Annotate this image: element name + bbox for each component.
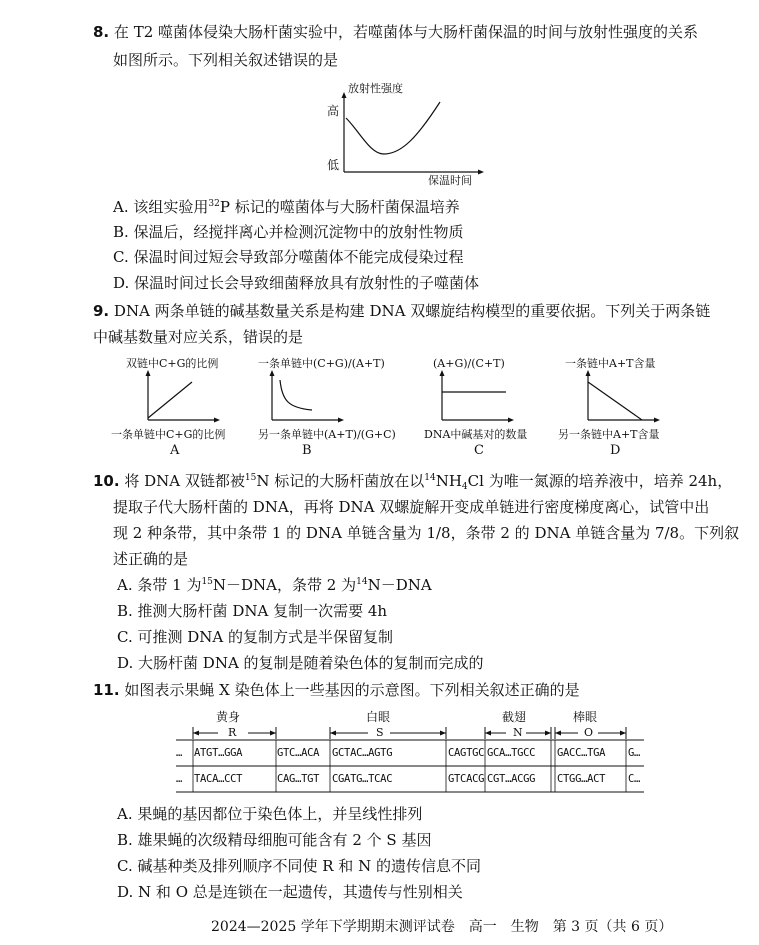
gene-name-s: 白眼 (366, 710, 391, 724)
q9-d-line (588, 382, 642, 420)
q11-option-d: D. N 和 O 总是连锁在一起遗传，其遗传与性别相关 (117, 883, 463, 901)
seq-bottom-5: CGT…ACGG (487, 773, 536, 785)
r-arrowhead-right (270, 731, 276, 736)
q9-graph-c-xlabel: DNA中碱基对的数量 (424, 428, 528, 441)
gene-span-arrows (176, 726, 646, 740)
q9-graph-b-letter: B (302, 443, 312, 458)
q8-x-arrow (478, 170, 484, 175)
gene-letter-o: O (584, 726, 594, 739)
gene-letter-r: R (228, 726, 237, 739)
seq-top-5: GCA…TGCC (487, 747, 536, 759)
gene-name-n: 截翅 (502, 710, 527, 724)
seq-bottom-4: GTCACG (448, 773, 485, 785)
q11-option-b: B. 雄果蝇的次级精母细胞可能含有 2 个 S 基因 (117, 831, 432, 849)
q8-graph-xlabel: 保温时间 (428, 174, 472, 187)
gene-name-r: 黄身 (216, 710, 241, 724)
q9-graph-d-ylabel: 一条链中A+T含量 (565, 357, 656, 370)
s-arrowhead-right (440, 731, 446, 736)
q9-graph-a-ylabel: 双链中C+G的比例 (126, 357, 219, 370)
s-arrowhead-left (330, 731, 336, 736)
q9-d-y-arrow (586, 370, 591, 376)
q9-c-x-arrow (508, 418, 514, 423)
q9-graph-d-xlabel: 另一条链中A+T含量 (558, 428, 660, 441)
q9-graph-d-letter: D (610, 443, 621, 458)
r-arrowhead-left (193, 731, 199, 736)
q11-option-c: C. 碱基种类及排列顺序不同使 R 和 N 的遗传信息不同 (117, 857, 481, 875)
seq-bottom-3: CGATG…TCAC (332, 773, 393, 785)
q11-stem: 11. 如图表示果蝇 X 染色体上一些基因的示意图。下列相关叙述正确的是 (93, 681, 580, 699)
q9-c-y-arrow (440, 370, 445, 376)
q10-stem-line4: 述正确的是 (113, 550, 189, 568)
q9-graph-a-xlabel: 一条单链中C+G的比例 (111, 428, 226, 441)
q10-stem-line2: 提取子代大肠杆菌的 DNA，再将 DNA 双螺旋解开变成单链进行密度梯度离心，试管中出 (113, 498, 710, 516)
q9-graph-a (144, 370, 224, 426)
q9-a-line (148, 382, 192, 418)
q8-number: 8. (93, 23, 110, 41)
q8-stem-text1: 在 T2 噬菌体侵染大肠杆菌实验中，若噬菌体与大肠杆菌保温的时间与放射性强度的关系 (113, 23, 699, 41)
q9-a-y-arrow (146, 370, 151, 376)
seq-bottom-1: TACA…CCT (194, 773, 243, 785)
seq-bottom-0: … (176, 773, 183, 785)
seq-bottom-7: C… (628, 773, 641, 785)
q9-b-y-arrow (270, 370, 275, 376)
seq-top-6: GACC…TGA (557, 747, 606, 759)
q10-option-d: D. 大肠杆菌 DNA 的复制是随着染色体的复制而完成的 (117, 654, 484, 672)
q10-option-a: A. 条带 1 为$^{15}$N－DNA，条带 2 为$^{14}$N－DNA (117, 576, 432, 594)
gene-name-o: 棒眼 (573, 710, 598, 724)
seq-bottom-2: CAG…TGT (277, 773, 320, 785)
q11-number: 11. (93, 681, 120, 699)
seq-top-4: CAGTGC (448, 747, 485, 759)
q9-stem-text1: DNA 两条单链的碱基数量关系是构建 DNA 双螺旋结构模型的重要依据。下列关于两条链 (113, 302, 711, 320)
q9-graph-c (438, 370, 518, 426)
q9-graph-c-letter: C (474, 443, 484, 458)
q8-graph (340, 92, 490, 178)
seq-top-3: GCTAC…AGTG (332, 747, 393, 759)
seq-top-2: GTC…ACA (277, 747, 320, 759)
q9-graph-c-ylabel: (A+G)/(C+T) (433, 357, 505, 370)
q9-b-curve (280, 380, 312, 410)
q8-graph-low: 低 (327, 158, 340, 172)
q10-number: 10. (93, 472, 120, 490)
q9-graph-b-ylabel: 一条单链中(C+G)/(A+T) (258, 357, 385, 370)
n-arrowhead-right (545, 731, 551, 736)
q8-curve (346, 102, 440, 154)
seq-top-0: … (176, 747, 183, 759)
q8-y-arrow (342, 92, 347, 98)
seq-top-7: G… (628, 747, 641, 759)
q9-a-x-arrow (214, 418, 220, 423)
q8-option-d: D. 保温时间过长会导致细菌释放具有放射性的子噬菌体 (113, 274, 480, 292)
q8-option-b: B. 保温后，经搅拌离心并检测沉淀物中的放射性物质 (113, 223, 464, 241)
seq-top-1: ATGT…GGA (194, 747, 243, 759)
q8-option-c: C. 保温时间过短会导致部分噬菌体不能完成侵染过程 (113, 248, 464, 266)
q10-option-c: C. 可推测 DNA 的复制方式是半保留复制 (117, 628, 394, 646)
page-footer: 2024—2025 学年下学期期末测评试卷 高一 生物 第 3 页（共 6 页） (211, 919, 673, 935)
q9-d-x-arrow (654, 418, 660, 423)
q8-option-a: A. 该组实验用$^{32}$P 标记的噬菌体与大肠杆菌保温培养 (113, 198, 460, 216)
o-arrowhead-right (620, 731, 626, 736)
q8-stem-line2: 如图所示。下列相关叙述错误的是 (113, 51, 339, 69)
o-arrowhead-left (555, 731, 561, 736)
q9-graph-d (584, 370, 664, 426)
q8-stem-line1 (93, 22, 698, 42)
seq-bottom-6: CTGG…ACT (557, 773, 606, 785)
q10-stem-line1: 10. 将 DNA 双链都被$^{15}$N 标记的大肠杆菌放在以$^{14}NH_4Cl$ 为唯一氮源的培养液中，培养 24h， (93, 472, 733, 492)
q9-number: 9. (93, 302, 110, 320)
q9-b-x-arrow (338, 418, 344, 423)
gene-letter-n: N (513, 726, 523, 739)
q11-option-a: A. 果蝇的基因都位于染色体上，并呈线性排列 (117, 805, 423, 823)
gene-letter-s: S (376, 726, 384, 739)
q9-stem-line2: 中碱基数量对应关系，错误的是 (93, 328, 304, 346)
q8-graph-ylabel: 放射性强度 (348, 82, 403, 95)
q10-option-b: B. 推测大肠杆菌 DNA 复制一次需要 4h (117, 602, 388, 620)
n-arrowhead-left (485, 731, 491, 736)
q9-graph-b-xlabel: 另一条单链中(A+T)/(G+C) (258, 428, 396, 441)
q9-stem-line1 (93, 301, 710, 321)
q10-stem-line3: 现 2 种条带，其中条带 1 的 DNA 单链含量为 1/8，条带 2 的 DNA 单链含量为 7/8。下列叙 (113, 524, 740, 542)
q9-graph-b (268, 370, 348, 426)
q9-graph-a-letter: A (170, 443, 180, 458)
q8-graph-high: 高 (327, 104, 340, 118)
